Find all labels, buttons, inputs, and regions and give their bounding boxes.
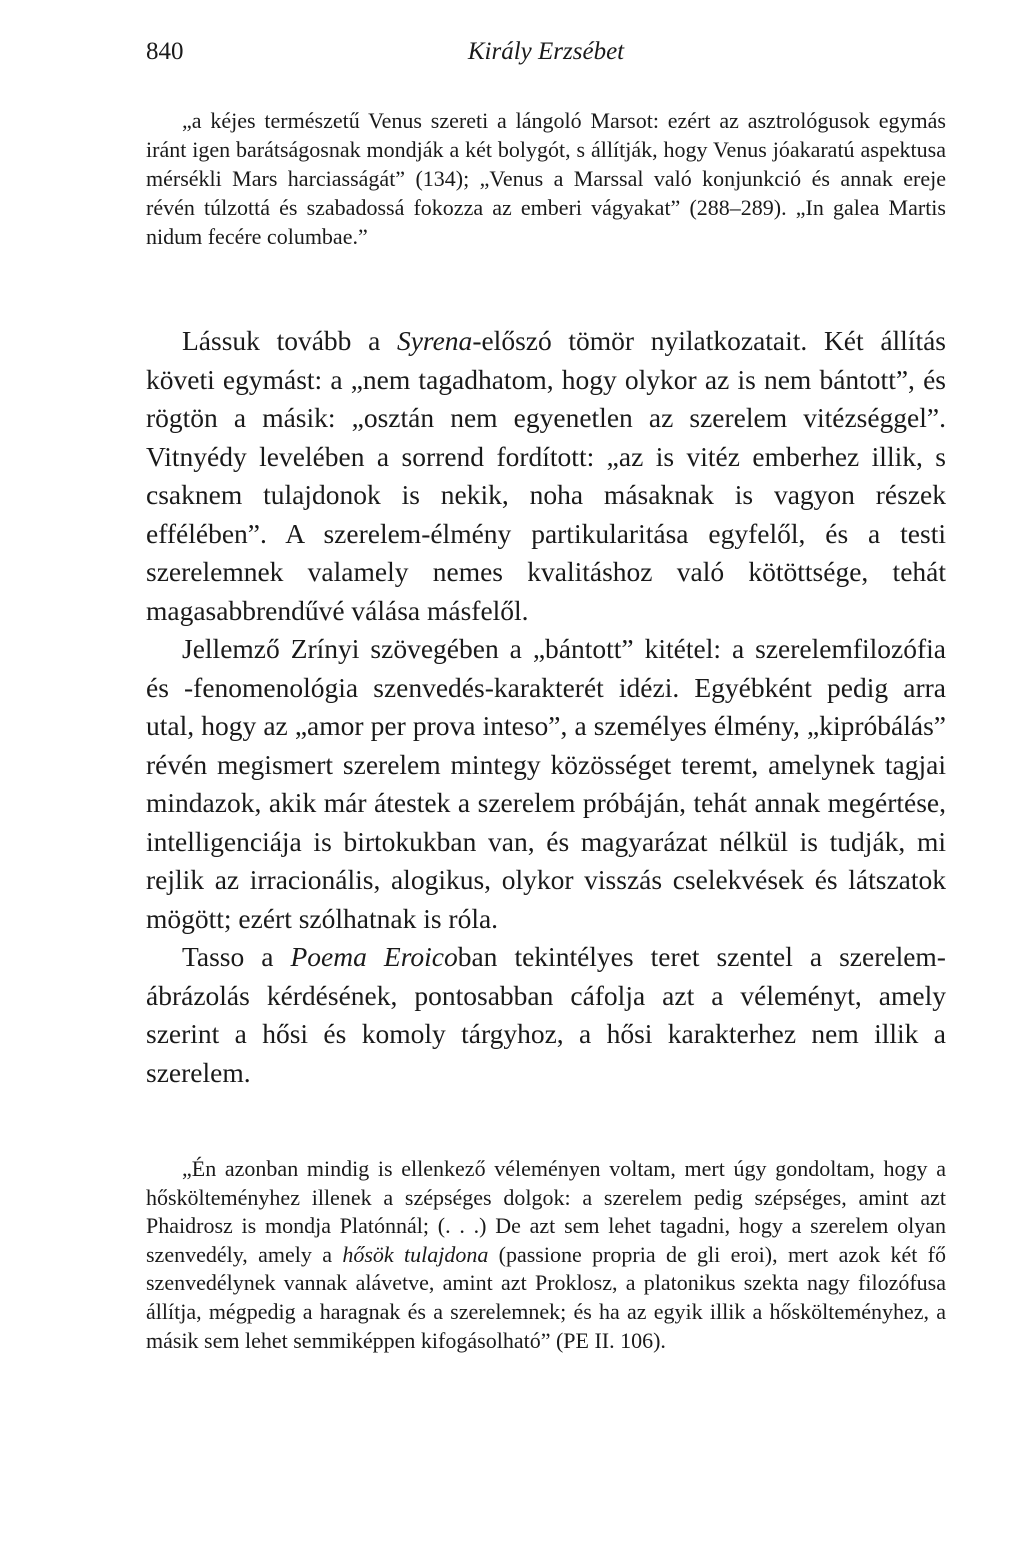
italic-title: Poema Eroico [290,941,458,972]
page-number: 840 [146,38,184,65]
italic-title: Syrena [396,325,473,356]
text-run: „Én azonban mindig is ellenkező véleményen voltam, mert úgy gondoltam, hogy a hőskölteményhez illenek a szépséges dolgok: a szerelem pedig szépséges, amint azt Phaidrosz is mondja Platónnál; (. . .) De azt sem lehet tagadni, hogy a szerelem olyan szenvedély, amely a [146,1156,946,1267]
block-quote-top [146,106,946,251]
text-run: (passione propria de gli eroi), mert azok két fő szenvedélynek vannak alávetve, amint azt Proklosz, a platonikus szekta nagy filozófusa állítja, mégpedig a haragnak és a szerelemnek; és ha az egyik illik a hőskölteményhez, a másik sem lehet semmiképpen kifogásolható” (PE II. 106). [146,1241,947,1353]
block-quote-bottom [146,1155,946,1355]
body-paragraph-2: Jellemző Zrínyi szövegében a „bántott” kitétel: a szerelemfilozófia és -fenomenológia szenvedés-karakterét idézi. Egyébként pedig arra utal, hogy az „amor per prova inteso”, a személyes élmény, „kipróbálás” révén megismert szerelem mintegy közösséget teremt, amelynek tagjai mindazok, akik már átestek a szerelem próbáján, tehát annak megértése, intelligenciája is birtokukban van, és magyarázat nélkül is tudják, mi rejlik az irracionális, alogikus, olykor visszás cselekvések és látszatok mögött; ezért szólhatnak is róla. [146,633,946,934]
text-run: ban tekintélyes teret szentel a szerelem-ábrázolás kérdésének, pontosabban cáfolja azt a véleményt, amely szerint a hősi és komoly tárgyhoz, a hősi karakterhez nem illik a szerelem. [146,941,946,1088]
text-run: Tasso a [182,941,291,972]
quote-paragraph [146,1155,946,1355]
page-header [146,38,946,74]
main-text [146,322,946,1092]
quote-paragraph: „a kéjes természetű Venus szereti a lángoló Marsot: ezért az asztrológusok egymás iránt igen barátságosnak mondják a két bolygót, s állítják, hogy Venus jóakaratú aspektusa mérsékli Mars harciasságát” (134); „Venus a Marssal való konjunkció és annak ereje révén túlzottá és szabadossá fokozza az emberi vágyakat” (288–289). „In galea Martis nidum fecére columbae.” [146,108,946,249]
body-paragraph-3 [146,938,946,1092]
running-title: Király Erzsébet [467,38,625,65]
italic-phrase: hősök tulajdona [342,1241,489,1267]
text-run: Lássuk tovább a [182,325,397,356]
text-run: -előszó tömör nyilatkozatait. Két állítás követi egymást: a „nem tagadhatom, hogy olykor az is nem bántott”, és rögtön a másik: „osztán nem egyenetlen az szerelem vitézséggel”. Vitnyédy levelében a sorrend fordított: „az is vitéz emberhez illik, s csaknem tulajdonok is nekik, noha másaknak is vagyon részek effélében”. A szerelem-élmény partikularitása egyfelől, és a testi szerelemnek valamely nemes kvalitáshoz való kötöttsége, tehát magasabbrendűvé válása másfelől. [146,325,946,626]
body-paragraph-1 [146,322,946,630]
